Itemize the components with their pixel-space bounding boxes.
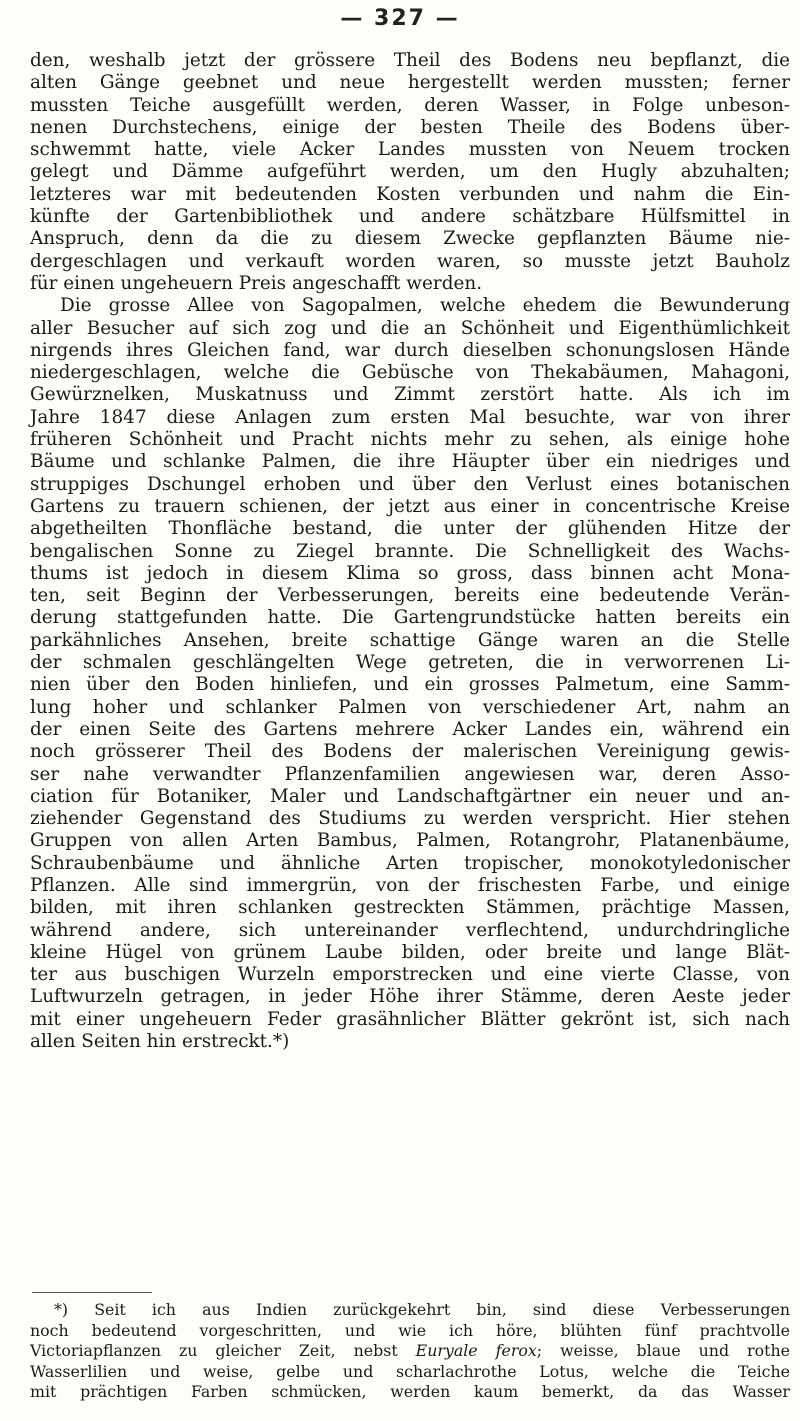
text-line: gelegt und Dämme aufgeführt werden, um den Hugly abzuhalten; (30, 161, 790, 183)
text-line: ten, seit Beginn der Verbesserungen, bereits eine bedeutende Verän- (30, 585, 790, 607)
text-line: Die grosse Allee von Sagopalmen, welche ehedem die Bewunderung (60, 295, 790, 317)
text-line: nenen Durchstechens, einige der besten Theile des Bodens über- (30, 116, 790, 138)
text-line: mussten Teiche ausgefüllt werden, deren Wasser, in Folge unbeson- (30, 94, 790, 116)
text-line: nien über den Boden hinliefen, und ein grosses Palmetum, eine Samm- (30, 674, 790, 696)
text-line: noch grösserer Theil des Bodens der malerischen Vereinigung gewis- (30, 741, 790, 763)
footnote-line: *) Seit ich aus Indien zurückgekehrt bin, sind diese Verbesserungen (54, 1300, 790, 1319)
text-line: künfte der Gartenbibliothek und andere schätzbare Hülfsmittel in (30, 206, 790, 228)
text-line: bilden, mit ihren schlanken gestreckten Stämmen, prächtige Massen, (30, 897, 790, 919)
text-line: ser nahe verwandter Pflanzenfamilien angewiesen war, deren Asso- (30, 763, 790, 785)
footnote-line (30, 1341, 790, 1362)
body-text (30, 50, 790, 1053)
text-line: allen Seiten hin erstreckt.*) (30, 1031, 290, 1053)
footnote-text: ; weisse, blaue und rothe (536, 1341, 790, 1360)
text-line: Schraubenbäume und ähnliche Arten tropischer, monokotyledonischer (30, 852, 790, 874)
footnote-line: Wasserlilien und weise, gelbe und scharlachrothe Lotus, welche die Teiche (30, 1361, 790, 1381)
text-line: Gartens zu trauern schienen, der jetzt aus einer in concentrische Kreise (30, 495, 790, 517)
text-line: abgetheilten Thonfläche bestand, die unter der glühenden Hitze der (30, 518, 790, 540)
text-line: ziehender Gegenstand des Studiums zu werden verspricht. Hier stehen (30, 808, 790, 830)
footnote-text: Victoriapflanzen zu gleicher Zeit, nebst (30, 1341, 416, 1360)
species-name: Euryale ferox (415, 1341, 537, 1360)
text-line: dergeschlagen und verkauft worden waren, so musste jetzt Bauholz (30, 250, 790, 272)
text-line: Pflanzen. Alle sind immergrün, von der frischesten Farbe, und einige (30, 874, 790, 896)
text-line: parkähnliches Ansehen, breite schattige Gänge waren an die Stelle (30, 629, 790, 651)
text-line: nirgends ihres Gleichen fand, war durch dieselben schonungslosen Hände (30, 339, 790, 361)
text-line: niedergeschlagen, welche die Gebüsche von Thekabäumen, Mahagoni, (30, 362, 790, 384)
text-line: Bäume und schlanke Palmen, die ihre Häupter über ein niedriges und (30, 451, 790, 473)
text-line: früheren Schönheit und Pracht nichts mehr zu sehen, als einige hohe (30, 429, 790, 451)
text-line: Anspruch, denn da die zu diesem Zwecke gepflanzten Bäume nie- (30, 228, 790, 250)
text-line: ter aus buschigen Wurzeln emporstrecken und eine vierte Classe, von (30, 964, 790, 986)
text-line: Jahre 1847 diese Anlagen zum ersten Mal besuchte, war von ihrer (30, 406, 790, 428)
text-line: bengalischen Sonne zu Ziegel brannte. Die Schnelligkeit des Wachs- (30, 540, 790, 562)
page-number: — 327 — (340, 6, 460, 31)
footnote (30, 1300, 790, 1403)
footnote-line: mit prächtigen Farben schmücken, werden kaum bemerkt, da das Wasser (30, 1382, 790, 1401)
text-line: während andere, sich untereinander verflechtend, undurchdringliche (30, 919, 790, 941)
text-line: alten Gänge geebnet und neue hergestellt werden mussten; ferner (30, 72, 790, 94)
text-line: Gewürznelken, Muskatnuss und Zimmt zerstört hatte. Als ich im (30, 384, 790, 406)
text-line: schwemmt hatte, viele Acker Landes mussten von Neuem trocken (30, 139, 790, 161)
footnote-divider (32, 1292, 152, 1293)
text-line: Luftwurzeln getragen, in jeder Höhe ihrer Stämme, deren Aeste jeder (30, 986, 790, 1008)
text-line: den, weshalb jetzt der grössere Theil des Bodens neu bepflanzt, die (30, 50, 790, 71)
text-line: derung stattgefunden hatte. Die Gartengrundstücke hatten bereits ein (30, 607, 790, 629)
text-line: letzteres war mit bedeutenden Kosten verbunden und nahm die Ein- (30, 183, 790, 205)
text-line: Gruppen von allen Arten Bambus, Palmen, Rotangrohr, Platanenbäume, (30, 830, 790, 852)
text-line: mit einer ungeheuern Feder grasähnlicher Blätter gekrönt ist, sich nach (30, 1008, 790, 1030)
text-line: ciation für Botaniker, Maler und Landschaftgärtner ein neuer und an- (30, 785, 790, 807)
footnote-line: noch bedeutend vorgeschritten, und wie ich höre, blühten fünf prachtvolle (30, 1320, 790, 1340)
paragraph-2 (30, 295, 790, 1053)
text-line: der einen Seite des Gartens mehrere Acker Landes ein, während ein (30, 718, 790, 740)
text-line: für einen ungeheuern Preis angeschafft werden. (30, 272, 483, 294)
paragraph-1 (30, 50, 790, 295)
text-line: kleine Hügel von grünem Laube bilden, oder breite und lange Blät- (30, 941, 790, 963)
text-line: der schmalen geschlängelten Wege getreten, die in verworrenen Li- (30, 652, 790, 674)
text-line: lung hoher und schlanker Palmen von verschiedener Art, nahm an (30, 696, 790, 718)
text-line: thums ist jedoch in diesem Klima so gross, dass binnen acht Mona- (30, 562, 790, 584)
text-line: struppiges Dschungel erhoben und über den Verlust eines botanischen (30, 473, 790, 495)
text-line: aller Besucher auf sich zog und die an Schönheit und Eigenthümlichkeit (30, 317, 790, 339)
